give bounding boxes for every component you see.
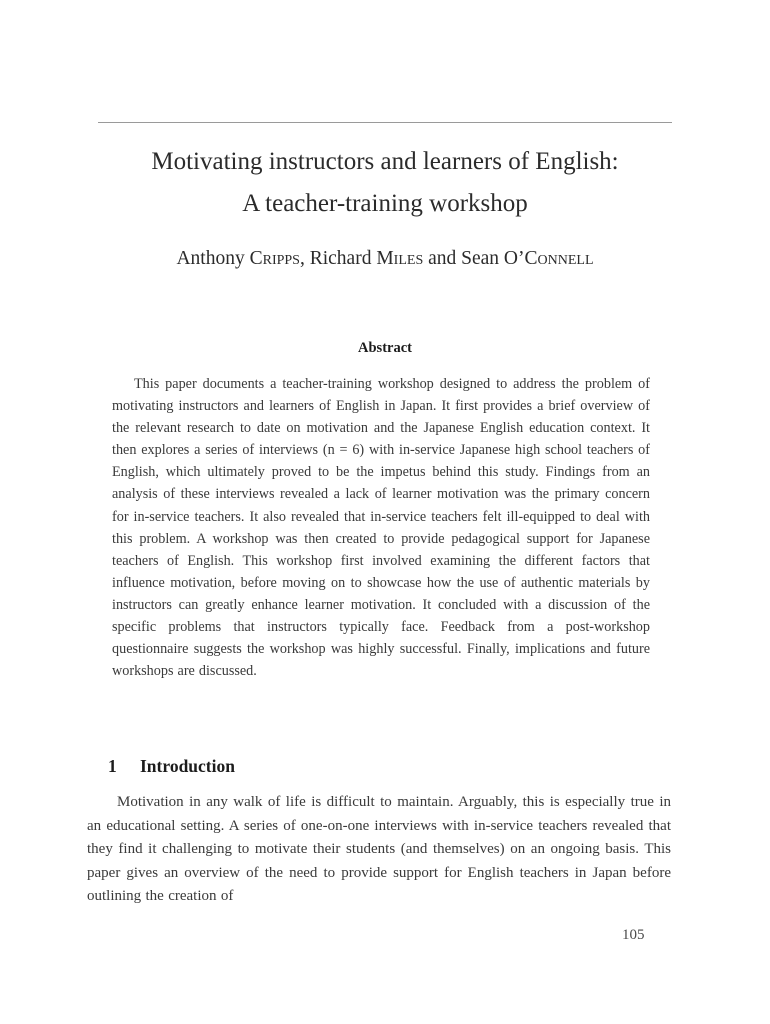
author-1-surname: ripps [262,248,300,269]
section-number: 1 [108,756,117,776]
paper-title [0,141,770,225]
title-line-1: Motivating instructors and learners of English: [151,148,619,175]
abstract-heading: Abstract [358,340,412,356]
author-3-first-name: and Sean O’ [423,248,525,269]
author-1-surname-initial: C [249,248,263,269]
author-3-surname-initial: C [524,248,538,269]
section-heading [108,756,235,777]
introduction-text: Motivation in any walk of life is difficult to maintain. Arguably, this is especially true in an educational setting. A series of one-on-one interviews with in-service teachers revealed that they find it challenging to motivate their students (and themselves) on an ongoing basis. This paper gives an overview of the need to provide support for English teachers in Japan before outlining the creation of [87,794,671,905]
author-1-first-name: Anthony [176,248,250,269]
author-2-first-name: , Richard [299,248,377,269]
header-rule [98,122,672,123]
title-line-2: A teacher-training workshop [242,190,528,217]
section-title: Introduction [140,756,235,776]
author-2-surname-initial: M [376,248,394,269]
abstract-text: This paper documents a teacher-training workshop designed to address the problem of motivating instructors and learners of English in Japan. It first provides a brief overview of the relevant research to date on motivation and the Japanese English education context. It then explores a series of interviews (n = 6) with in-service Japanese high school teachers of English, which ultimately proved to be the impetus behind this study. Findings from an analysis of these interviews revealed a lack of learner motivation was the primary concern for in-service teachers. It also revealed that in-service teachers felt ill-equipped to deal with this problem. A workshop was then created to provide pedagogical support for Japanese teachers of English. This workshop first involved examining the different factors that influence motivation, before moving on to showcase how the use of authentic materials by instructors can greatly enhance learner motivation. It concluded with a discussion of the specific problems that instructors typically face. Feedback from a post-workshop questionnaire suggests the workshop was highly successful. Finally, implications and future workshops are discussed. [112,376,650,680]
author-list [0,248,770,270]
author-2-surname: iles [393,248,424,269]
page-number: 105 [622,927,645,943]
author-3-surname: onnell [537,248,594,269]
